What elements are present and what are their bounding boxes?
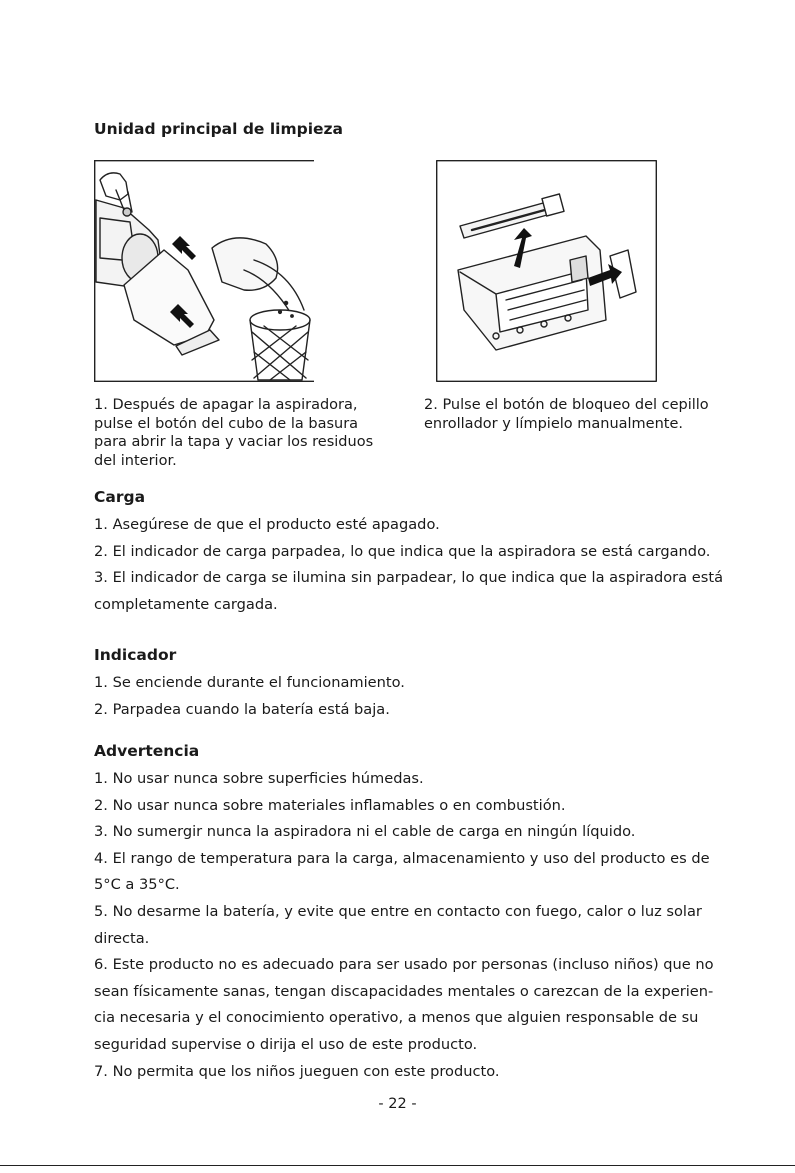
warning-list	[94, 766, 734, 1085]
bottom-rule	[0, 1165, 795, 1166]
list-item: 3. No sumergir nunca la aspiradora ni el cable de carga en ningún líquido.	[94, 823, 636, 841]
caption-step-1: 1. Después de apagar la aspiradora, pulse el botón del cubo de la basura para abrir la tapa y vaciar los residuos del interior.	[94, 397, 374, 469]
page-number: - 22 -	[378, 1096, 417, 1112]
figure-empty-dustbin	[94, 160, 314, 382]
list-item: 5. No desarme la batería, y evite que entre en contacto con fuego, calor o luz solar directa.	[94, 902, 702, 947]
list-item: 7. No permita que los niños jueguen con este producto.	[94, 1062, 500, 1080]
list-item: 3. El indicador de carga se ilumina sin parpadear, lo que indica que la aspiradora está completamente cargada.	[94, 569, 724, 613]
list-item: 6. Este producto no es adecuado para ser usado por personas (incluso niños) que no sean físicamente sanas, tengan discapacidades mentales o carezcan de la experien-cia necesaria y el conocimiento operativo, a menos que alguien responsable de su seguridad supervise o dirija el uso de este producto.	[94, 956, 714, 1053]
list-item: 1. Se enciende durante el funcionamiento.	[94, 674, 405, 691]
indicator-list	[94, 670, 734, 723]
list-item: 2. El indicador de carga parpadea, lo que indica que la aspiradora se está cargando.	[94, 542, 711, 560]
section-title-warning: Advertencia	[94, 742, 200, 760]
dustbin-illustration	[94, 160, 314, 382]
section-title-cleaning: Unidad principal de limpieza	[94, 120, 344, 138]
figure-roller-brush	[436, 160, 657, 382]
list-item: 1. No usar nunca sobre superficies húmedas.	[94, 770, 424, 787]
caption-step-2: 2. Pulse el botón de bloqueo del cepillo enrollador y límpielo manualmente.	[424, 397, 709, 432]
list-item: 2. Parpadea cuando la batería está baja.	[94, 700, 390, 718]
list-item: 4. El rango de temperatura para la carga, almacenamiento y uso del producto es de 5°C a 35°C.	[94, 849, 710, 894]
roller-brush-illustration	[436, 160, 657, 382]
charging-list	[94, 512, 734, 618]
list-item: 2. No usar nunca sobre materiales inflamables o en combustión.	[94, 796, 566, 814]
section-title-charging: Carga	[94, 488, 146, 506]
list-item: 1. Asegúrese de que el producto esté apagado.	[94, 516, 440, 533]
section-title-indicator: Indicador	[94, 646, 177, 664]
